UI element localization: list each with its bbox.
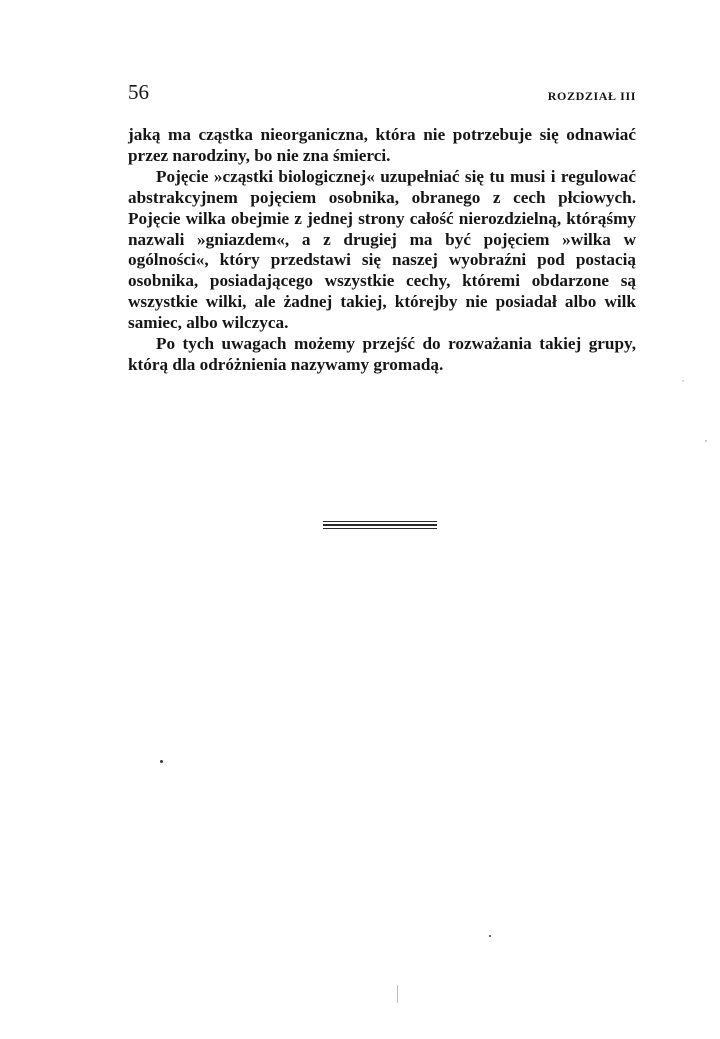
running-head: ROZDZIAŁ III (547, 89, 636, 103)
page-header (128, 80, 636, 106)
paper-speck (160, 760, 163, 763)
paragraph-1: jaką ma cząstka nieorganiczna, która nie potrzebuje się odnawiać przez narodziny, bo nie zna śmierci. (128, 125, 636, 165)
section-end-rule (323, 521, 437, 529)
rule-line-middle (323, 524, 437, 526)
rule-line-top (323, 521, 437, 522)
paper-speck (682, 380, 684, 382)
paper-speck (489, 935, 491, 937)
body-text (128, 125, 636, 376)
page-number: 56 (128, 80, 149, 104)
paper-speck (397, 985, 398, 1003)
paragraph-3: Po tych uwagach możemy przejść do rozważania takiej grupy, którą dla odróżnienia nazywamy gromadą. (128, 334, 636, 374)
rule-line-bottom (323, 528, 437, 529)
paragraph-2: Pojęcie »cząstki biologicznej« uzupełniać się tu musi i regulować abstrakcyjnem pojęciem osobnika, obranego z cech płciowych. Pojęcie wilka obejmie z jednej strony całość nierozdzielną, którąśmy nazwali »gniazdem«, a z drugiej ma być pojęciem »wilka w ogólności«, który przedstawi się naszej wyobraźni pod postacią osobnika, posiadającego wszystkie cechy, któremi obdarzone są wszystkie wilki, ale żadnej takiej, którejby nie posiadał albo wilk samiec, albo wilczyca. (128, 166, 636, 333)
paper-speck (705, 440, 707, 442)
